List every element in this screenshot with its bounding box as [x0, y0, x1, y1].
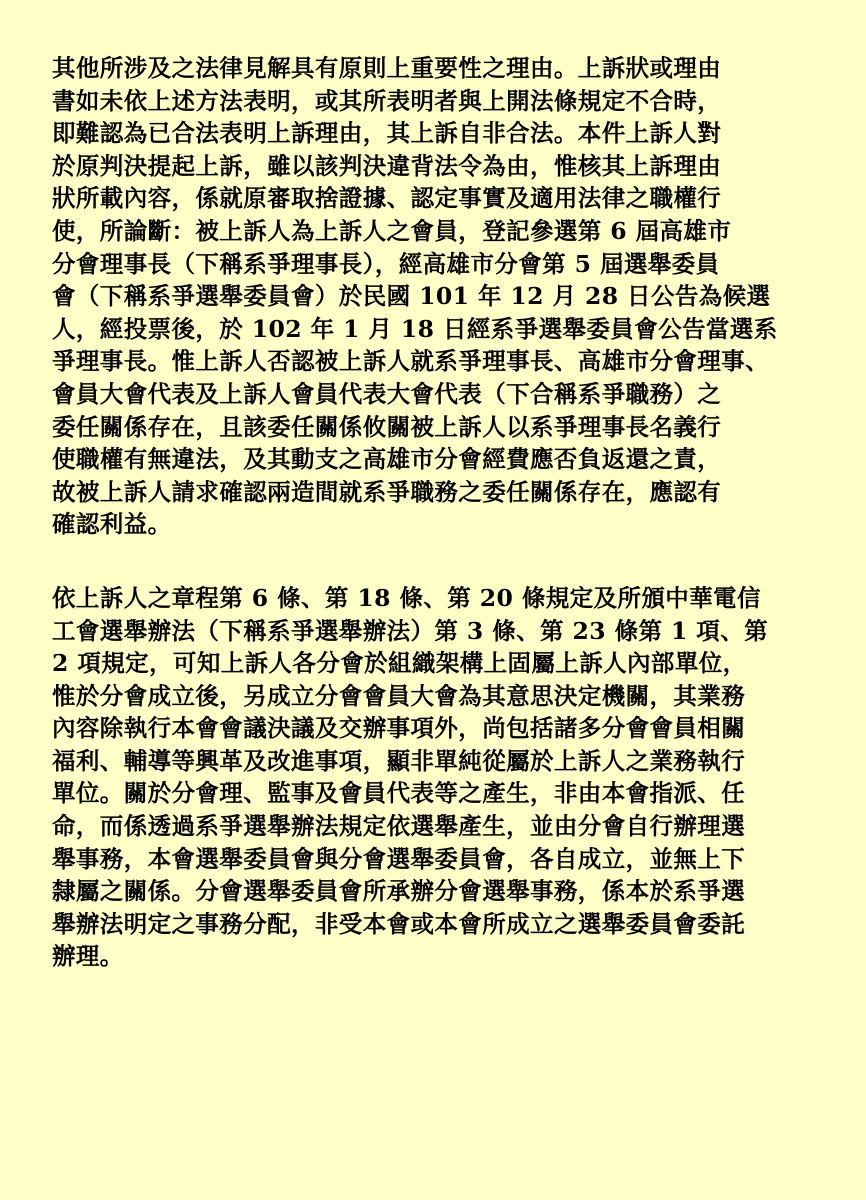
text-line: 人，經投票後，於 102 年 1 月 18 日經系爭選舉委員會公告當選系	[52, 314, 778, 343]
text-line: 會員大會代表及上訴人會員代表大會代表（下合稱系爭職務）之	[52, 379, 722, 408]
paragraph-1	[52, 52, 816, 541]
text-line: 使，所論斷：被上訴人為上訴人之會員，登記參選第 6 屆高雄市	[52, 216, 732, 245]
paragraph-spacer	[52, 541, 816, 582]
text-line: 工會選舉辦法（下稱系爭選舉辦法）第 3 條、第 23 條第 1 項、第	[52, 616, 768, 645]
text-line: 書如未依上述方法表明，或其所表明者與上開法條規定不合時，	[52, 86, 722, 115]
text-line: 分會理事長（下稱系爭理事長），經高雄市分會第 5 屆選舉委員	[52, 249, 720, 278]
text-line: 依上訴人之章程第 6 條、第 18 條、第 20 條規定及所頒中華電信	[52, 583, 761, 612]
text-line: 爭理事長。惟上訴人否認被上訴人就系爭理事長、高雄市分會理事、	[52, 347, 769, 376]
text-line: 委任關係存在，且該委任關係攸關被上訴人以系爭理事長名義行	[52, 412, 722, 441]
text-line: 內容除執行本會會議決議及交辦事項外，尚包括諸多分會會員相關	[52, 714, 746, 743]
paragraph-2	[52, 582, 816, 973]
text-line: 使職權有無違法，及其動支之高雄市分會經費應否負返還之責，	[52, 445, 722, 474]
text-line: 狀所載內容，係就原審取捨證據、認定事實及適用法律之職權行	[52, 184, 722, 213]
text-line: 故被上訴人請求確認兩造間就系爭職務之委任關係存在，應認有	[52, 477, 722, 506]
text-line: 於原判決提起上訴，雖以該判決違背法令為由，惟核其上訴理由	[52, 151, 722, 180]
text-line: 隸屬之關係。分會選舉委員會所承辦分會選舉事務，係本於系爭選	[52, 877, 746, 906]
text-line: 會（下稱系爭選舉委員會）於民國 101 年 12 月 28 日公告為候選	[52, 282, 771, 311]
text-line: 單位。關於分會理、監事及會員代表等之產生，非由本會指派、任	[52, 779, 746, 808]
text-line: 即難認為已合法表明上訴理由，其上訴自非合法。本件上訴人對	[52, 119, 722, 148]
text-line: 確認利益。	[52, 510, 172, 539]
text-line: 其他所涉及之法律見解具有原則上重要性之理由。上訴狀或理由	[52, 54, 722, 82]
text-line: 2 項規定，可知上訴人各分會於組織架構上固屬上訴人內部單位，	[52, 649, 747, 678]
text-line: 辦理。	[52, 942, 124, 971]
text-line: 福利、輔導等興革及改進事項，顯非單純從屬於上訴人之業務執行	[52, 746, 746, 775]
text-line: 命，而係透過系爭選舉辦法規定依選舉產生，並由分會自行辦理選	[52, 812, 746, 841]
text-line: 舉事務，本會選舉委員會與分會選舉委員會，各自成立，並無上下	[52, 844, 746, 873]
text-line: 舉辦法明定之事務分配，非受本會或本會所成立之選舉委員會委託	[52, 909, 746, 938]
text-line: 惟於分會成立後，另成立分會會員大會為其意思決定機關，其業務	[52, 681, 746, 710]
